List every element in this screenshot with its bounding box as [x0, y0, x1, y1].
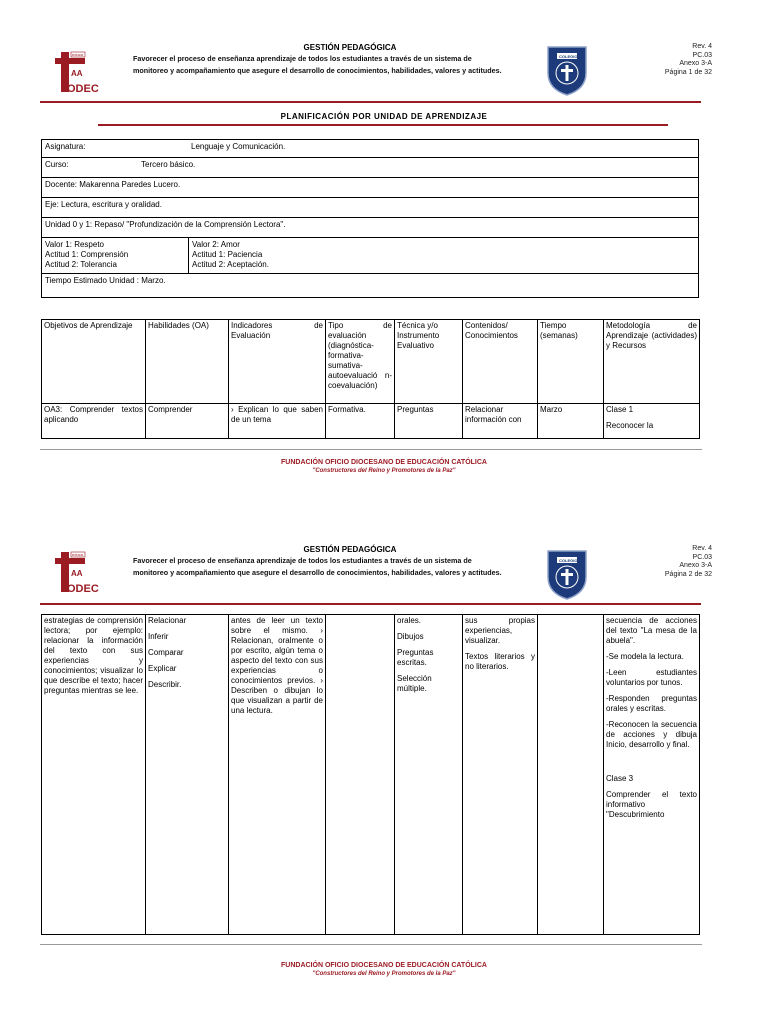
header-divider: [40, 101, 701, 103]
footer-divider: [40, 944, 702, 945]
tiempo-row: Tiempo Estimado Unidad : Marzo.: [42, 274, 699, 298]
planning-title: PLANIFICACIÓN POR UNIDAD DE APRENDIZAJE: [280, 112, 488, 121]
cell-indicador: › Explican lo que saben de un tema: [229, 404, 326, 439]
header-objetivos: Objetivos de Aprendizaje: [42, 320, 146, 404]
cell-tiempo-cont: [538, 615, 604, 935]
header-title: GESTIÓN PEDAGÓGICA: [303, 545, 397, 554]
planning-table: [41, 319, 700, 439]
cell-contenido: Relacionar información con: [463, 404, 538, 439]
svg-text:educa: educa: [72, 552, 83, 557]
school-crest-icon: [546, 45, 588, 97]
page-1: [0, 0, 768, 500]
svg-text:AA: AA: [71, 69, 83, 78]
cell-tiempo: Marzo: [538, 404, 604, 439]
header-metodologia: Metodología de Aprendizaje (actividades) y Recursos: [604, 320, 700, 404]
header-title: GESTIÓN PEDAGÓGICA: [303, 43, 397, 52]
cell-tipo: Formativa.: [326, 404, 395, 439]
valores-cell-2: Valor 2: Amor Actitud 1: Paciencia Actitud 2: Aceptación.: [189, 238, 699, 274]
svg-text:AA: AA: [71, 569, 83, 578]
asignatura-row: Asignatura: Lenguaje y Comunicación.: [42, 140, 699, 158]
header-description: Favorecer el proceso de enseñanza aprendizaje de todos los estudiantes a través de un sistema de monitoreo y acompañamiento que asegure el desarrollo de conocimientos, habilidades, valores y actitudes.: [133, 54, 502, 75]
footer-divider: [40, 449, 702, 450]
odec-logo-icon: [55, 50, 130, 95]
cell-tecnica-cont: orales. Dibujos Preguntas escritas. Selección múltiple.: [395, 615, 463, 935]
cell-habilidades-cont: Relacionar Inferir Comparar Explicar Describir.: [146, 615, 229, 935]
page-2: [0, 500, 768, 1024]
cell-metodologia-cont: secuencia de acciones del texto "La mesa de la abuela". -Se modela la lectura. -Leen estudiantes voluntarios por tunos. -Responden preguntas orales y escritas. -Reconocen la secuencia de acciones y dibuja Inicio, desarrollo y final. Clase 3 Comprender el texto informativo "Descubrimiento: [604, 615, 700, 935]
cell-contenidos-cont: sus propias experiencias, visualizar. Textos literarios y no literarios.: [463, 615, 538, 935]
cell-habilidad: Comprender: [146, 404, 229, 439]
title-underline: [98, 124, 668, 126]
footer: FUNDACIÓN OFICIO DIOCESANO DE EDUCACIÓN CATÓLICA "Constructores del Reino y Promotores de la Paz": [281, 459, 487, 474]
header-description: Favorecer el proceso de enseñanza aprendizaje de todos los estudiantes a través de un sistema de monitoreo y acompañamiento que asegure el desarrollo de conocimientos, habilidades, valores y actitudes.: [133, 556, 502, 577]
header-contenidos: Contenidos/ Conocimientos: [463, 320, 538, 404]
unit-info-table: [41, 139, 699, 298]
unidad-row: Unidad 0 y 1: Repaso/ "Profundización de la Comprensión Lectora".: [42, 218, 699, 238]
header-divider: [40, 603, 701, 605]
header-tecnica: Técnica y/o Instrumento Evaluativo: [395, 320, 463, 404]
header-tiempo: Tiempo (semanas): [538, 320, 604, 404]
header-indicadores: Indicadores de Evaluación: [229, 320, 326, 404]
cell-tipo-cont: [326, 615, 395, 935]
curso-row: Curso: Tercero básico.: [42, 158, 699, 178]
document-revision: Rev. 4 PC.03 Anexo 3-A Página 2 de 32: [664, 545, 712, 578]
valores-cell-1: Valor 1: Respeto Actitud 1: Comprensión Actitud 2: Tolerancia: [42, 238, 189, 274]
cell-metodologia: Clase 1 Reconocer la: [604, 404, 700, 439]
cell-indicadores-cont: antes de leer un texto sobre el mismo. › Relacionan, oralmente o por escrito, algún tema o aspecto del texto con sus experiencias o conocimientos previos. › Describen o dibujan lo que visualizan a partir de una lectura.: [229, 615, 326, 935]
cell-objetivo-cont: estrategias de comprensión lectora; por ejemplo: relacionar la información del texto con sus experiencias y conocimientos; visualizar lo que describe el texto; hacer preguntas mientras se lee.: [42, 615, 146, 935]
svg-text:educa: educa: [72, 52, 83, 57]
odec-logo-icon: [55, 550, 130, 595]
header-tipo-evaluacion: Tipo de evaluación (diagnóstica-formativa-sumativa-autoevaluació n-coevaluación): [326, 320, 395, 404]
footer: FUNDACIÓN OFICIO DIOCESANO DE EDUCACIÓN CATÓLICA "Constructores del Reino y Promotores de la Paz": [281, 962, 487, 977]
cell-objetivo: OA3: Comprender textos aplicando: [42, 404, 146, 439]
document-revision: Rev. 4 PC.03 Anexo 3-A Página 1 de 32: [664, 43, 712, 76]
svg-text:ODEC: ODEC: [67, 583, 99, 595]
planning-table-continued: [41, 614, 700, 935]
svg-text:ODEC: ODEC: [67, 83, 99, 95]
cell-tecnica: Preguntas: [395, 404, 463, 439]
docente-row: Docente: Makarenna Paredes Lucero.: [42, 178, 699, 198]
svg-text:COLEGIO: COLEGIO: [559, 53, 578, 59]
header-habilidades: Habilidades (OA): [146, 320, 229, 404]
svg-text:COLEGIO: COLEGIO: [559, 557, 578, 563]
school-crest-icon: [546, 549, 588, 601]
eje-row: Eje: Lectura, escritura y oralidad.: [42, 198, 699, 218]
